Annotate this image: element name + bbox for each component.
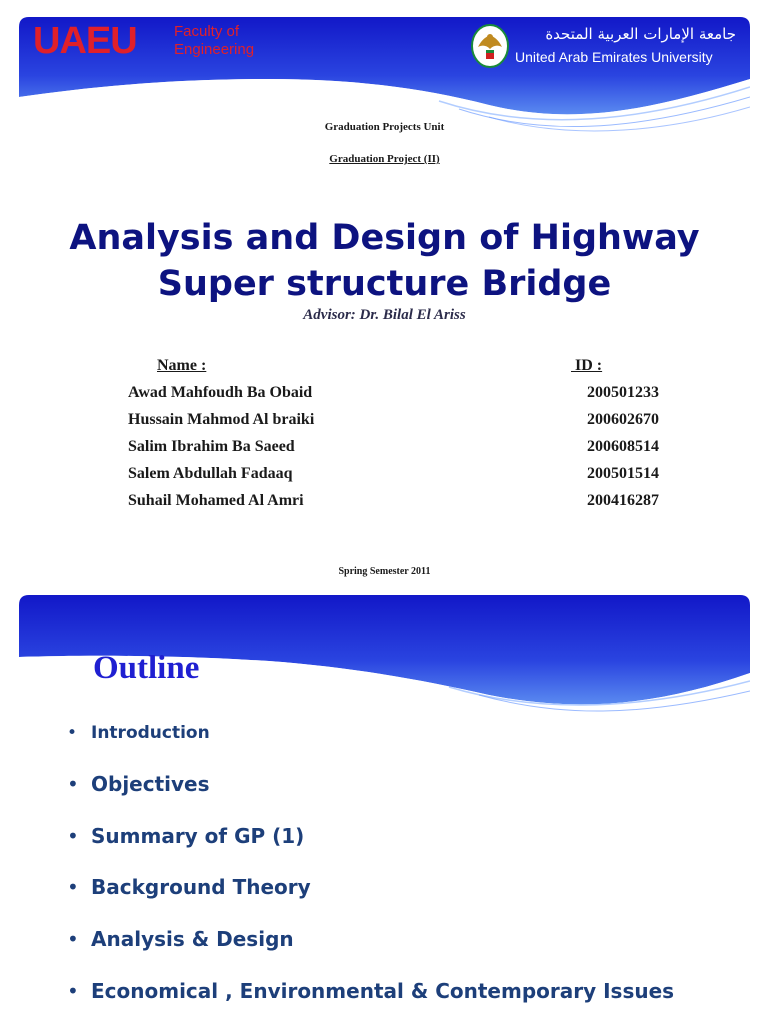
uaeu-logo: UAEU [33,20,137,62]
project-label: Graduation Project (II) [329,153,440,165]
item-label: Economical , Environmental & Contemporary Issues [91,979,675,1003]
bullet-icon: • [67,824,79,848]
university-emblem-icon [470,23,510,69]
member-id: 200501233 [587,384,659,401]
bullet-icon: • [67,772,79,796]
item-label: Summary of GP (1) [91,824,305,848]
projects-unit: Graduation Projects Unit [324,121,445,133]
title-line-2: Super structure Bridge [157,264,612,304]
university-name-english: United Arab Emirates University [515,49,713,65]
list-item [67,875,311,915]
member-id: 200416287 [587,492,659,509]
slide-title [19,215,750,307]
member-row [19,411,750,438]
list-item [67,772,210,812]
member-row [19,492,750,519]
faculty-line-2: Engineering [174,41,255,58]
member-name: Salim Ibrahim Ba Saeed [128,438,295,455]
member-name: Salem Abdullah Fadaaq [128,465,293,482]
member-row [19,438,750,465]
title-line-1: Analysis and Design of Highway [69,218,700,258]
member-name: Hussain Mahmod Al braiki [128,411,315,428]
name-header: Name : [157,357,207,374]
member-row [19,384,750,411]
member-row [19,465,750,492]
bullet-icon: • [67,875,79,899]
university-name-arabic: جامعة الإمارات العربية المتحدة [545,25,736,43]
title-slide [19,17,750,585]
bullet-icon: • [67,927,79,951]
outline-title: Outline [93,650,200,686]
item-label: Objectives [91,772,210,796]
list-item [67,723,210,763]
list-item [67,824,305,864]
semester: Spring Semester 2011 [338,566,431,577]
item-label: Introduction [91,723,210,743]
bullet-icon: • [67,979,79,1003]
item-label: Analysis & Design [91,927,294,951]
id-header: ID : [571,357,603,374]
member-id: 200602670 [587,411,659,428]
advisor: Advisor: Dr. Bilal El Ariss [303,307,466,323]
member-name: Suhail Mohamed Al Amri [128,492,304,509]
list-item [67,979,675,1019]
item-label: Background Theory [91,875,311,899]
list-item [67,927,294,967]
member-name: Awad Mahfoudh Ba Obaid [128,384,313,401]
outline-slide [19,595,750,1024]
faculty-line-1: Faculty of [174,23,240,40]
member-id: 200608514 [587,438,659,455]
bullet-icon: • [67,723,78,743]
faculty-name [174,23,254,59]
member-id: 200501514 [587,465,659,482]
